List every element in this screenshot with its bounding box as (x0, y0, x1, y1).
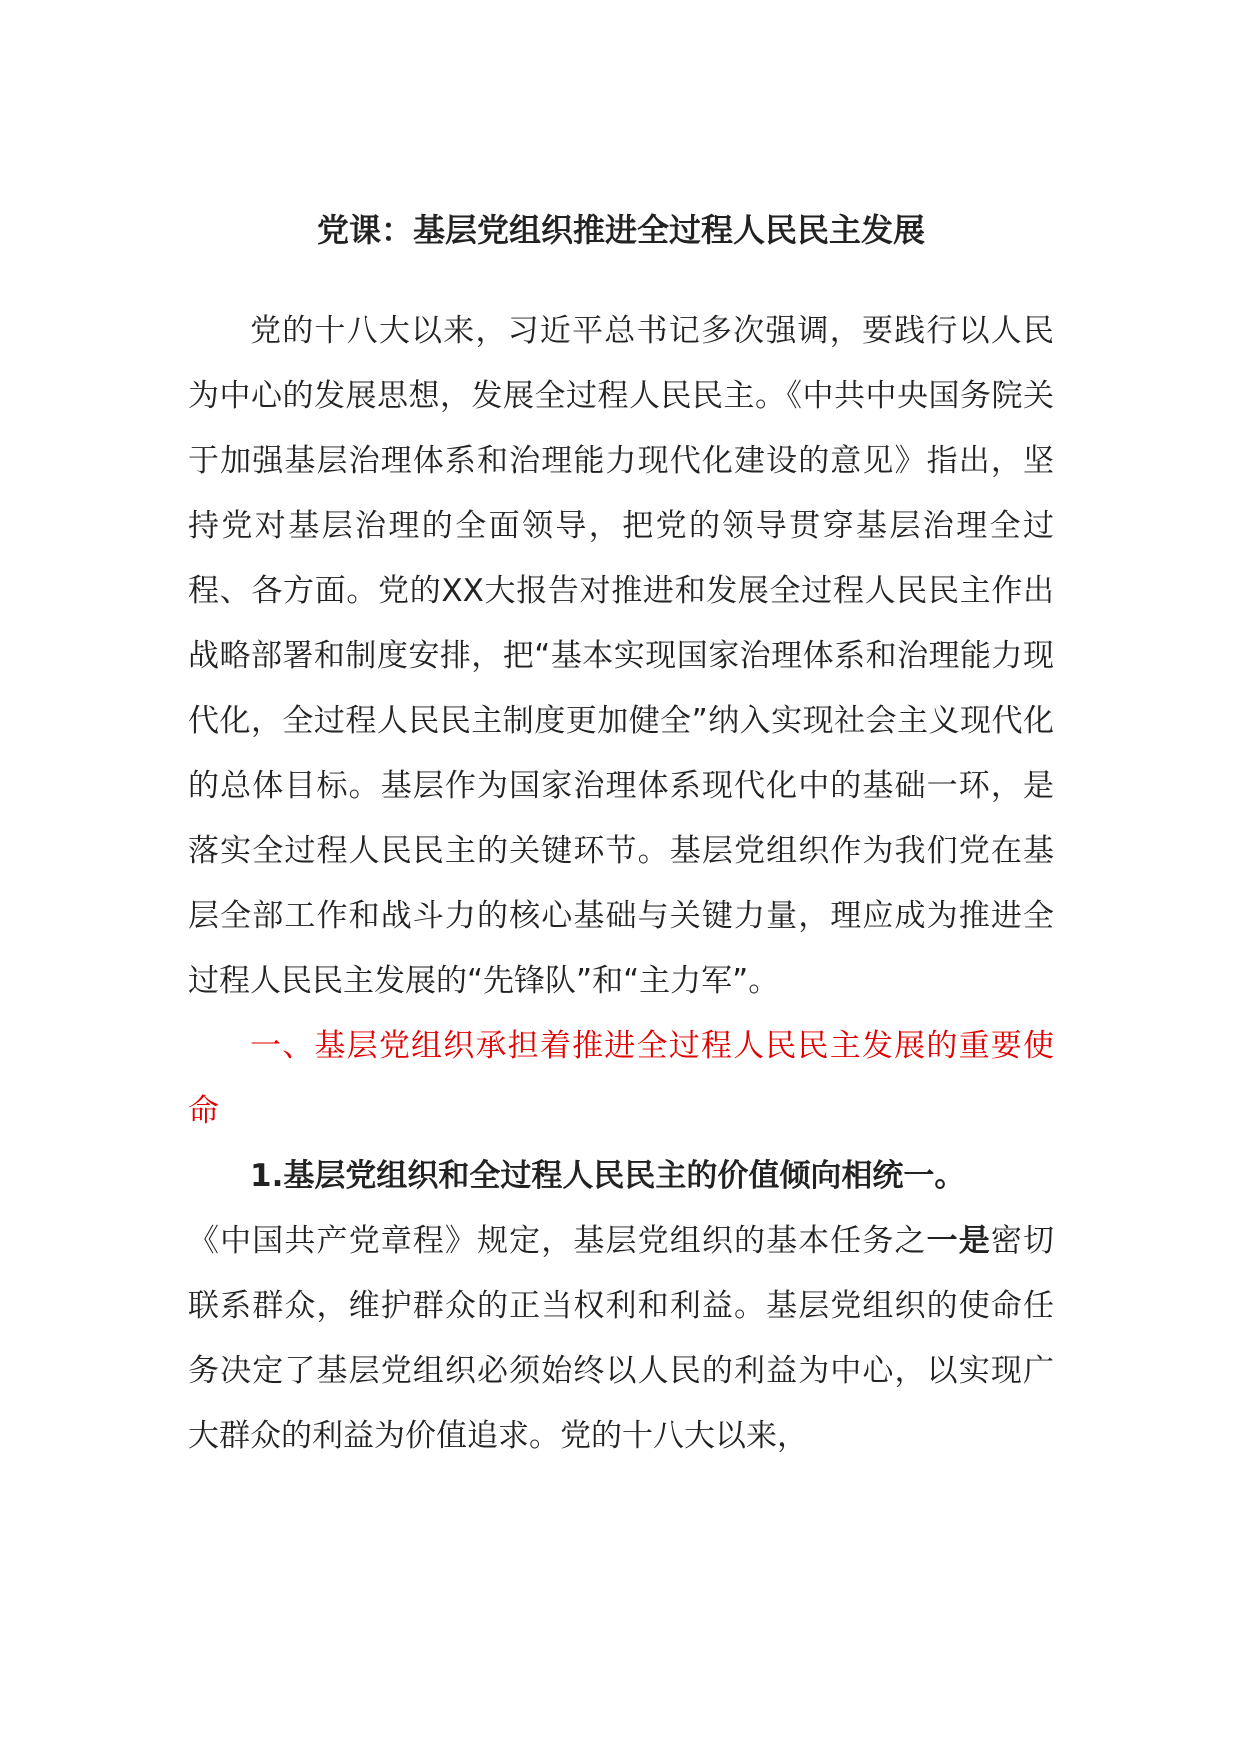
section-heading: 一、基层党组织承担着推进全过程人民民主发展的重要使命 (188, 1028, 1054, 1129)
subsection-text-a: 《中国共产党章程》规定，基层党组织的基本任务之 (188, 1223, 927, 1259)
intro-paragraph: 党的十八大以来，习近平总书记多次强调，要践行以人民为中心的发展思想，发展全过程人民民主。《中共中央国务院关于加强基层治理体系和治理能力现代化建设的意见》指出，坚持党对基层治理的全面领导，把党的领导贯穿基层治理全过程、各方面。党的XX大报告对推进和发展全过程人民民主作出战略部署和制度安排，把“基本实现国家治理体系和治理能力现代化，全过程人民民主制度更加健全”纳入实现社会主义现代化的总体目标。基层作为国家治理体系现代化中的基础一环，是落实全过程人民民主的关键环节。基层党组织作为我们党在基层全部工作和战斗力的核心基础与关键力量，理应成为推进全过程人民民主发展的“先锋队”和“主力军”。 (188, 313, 1054, 999)
document-body (188, 299, 1054, 1469)
subsection-heading: 1.基层党组织和全过程人民民主的价值倾向相统一。 (250, 1158, 966, 1194)
subsection-text-b: 密切联系群众，维护群众的正当权利和利益。基层党组织的使命任务决定了基层党组织必须始终以人民的利益为中心，以实现广大群众的利益为价值追求。党的十八大以来， (188, 1223, 1055, 1454)
subsection-paragraph (188, 1209, 1054, 1469)
document-page (188, 0, 1054, 1754)
subsection-bold-text: 一是 (926, 1223, 991, 1259)
document-title: 党课：基层党组织推进全过程人民民主发展 (316, 211, 925, 249)
